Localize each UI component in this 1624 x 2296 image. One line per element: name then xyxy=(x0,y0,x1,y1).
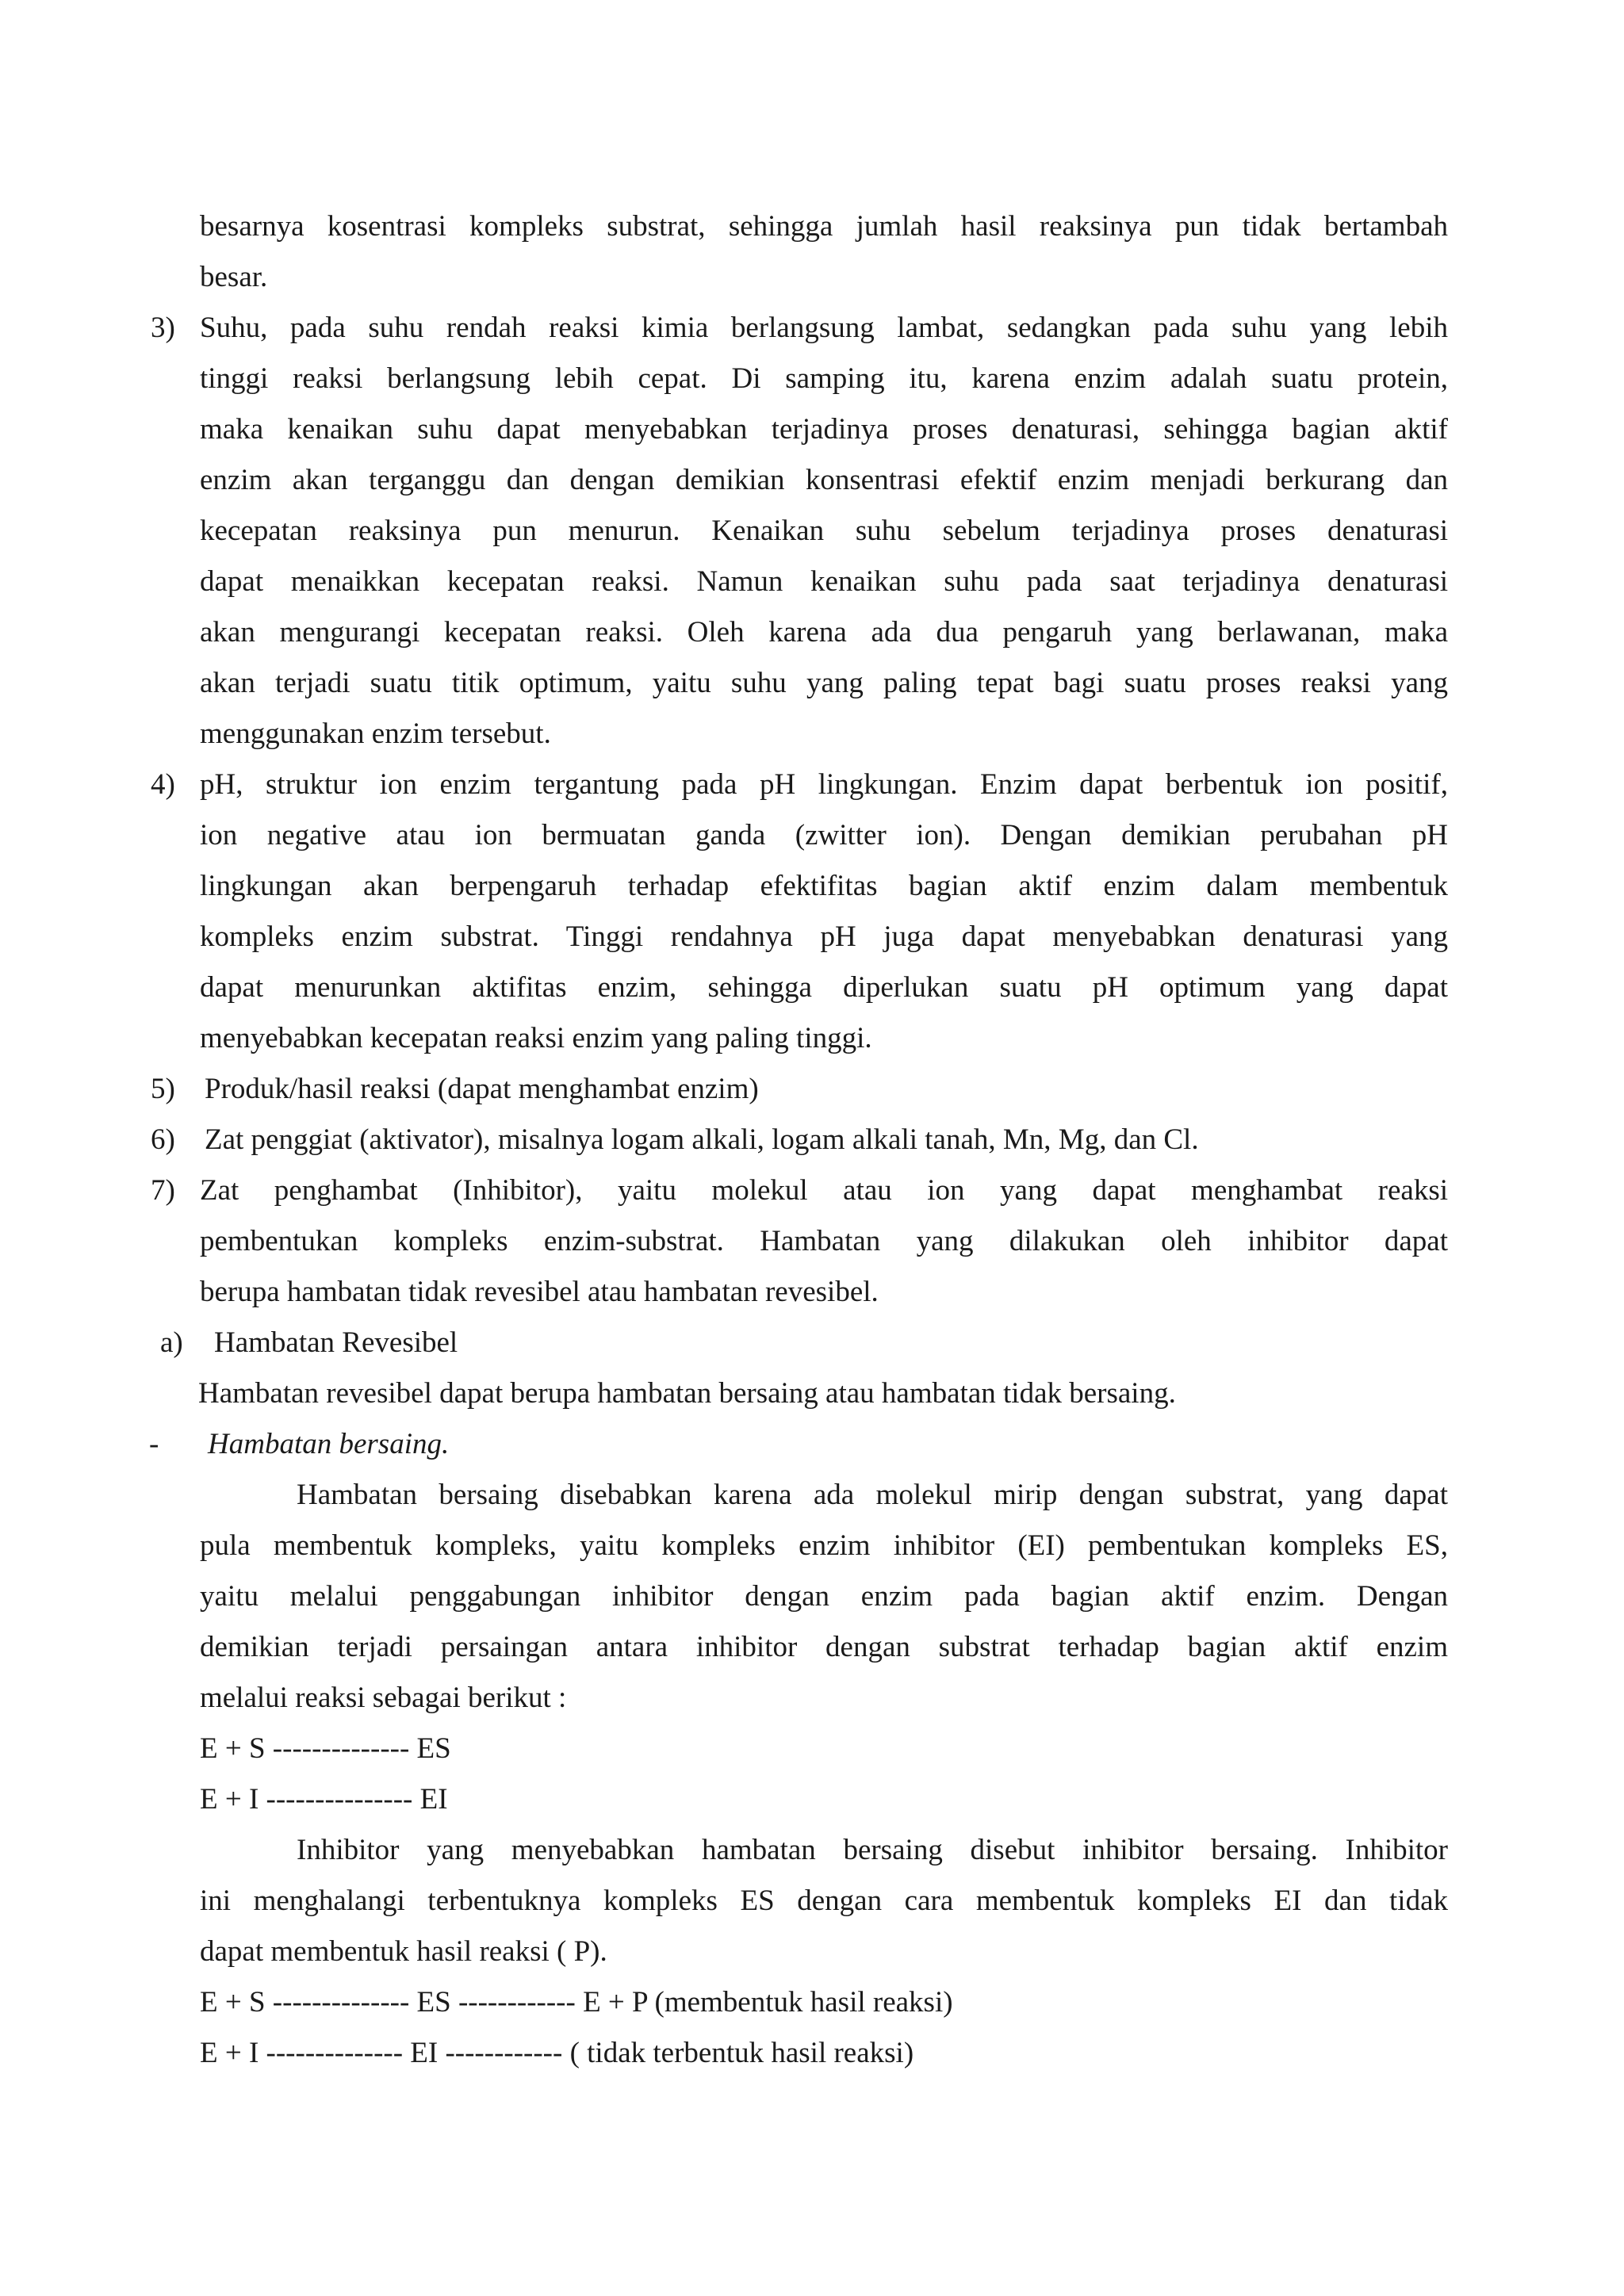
paragraph-line: enzim akan terganggu dan dengan demikian konsentrasi efektif enzim menjadi berkurang dan xyxy=(200,464,1448,496)
paragraph-line: Hambatan bersaing disebabkan karena ada molekul mirip dengan substrat, yang dapat xyxy=(297,1479,1448,1511)
list-number: 7) xyxy=(151,1174,175,1207)
paragraph-line: melalui reaksi sebagai berikut : xyxy=(200,1682,567,1714)
equation-line: E + I --------------- EI xyxy=(200,1783,448,1816)
paragraph-line: demikian terjadi persaingan antara inhibitor dengan substrat terhadap bagian aktif enzim xyxy=(200,1631,1448,1663)
equation-line: E + I -------------- EI ------------ ( tidak terbentuk hasil reaksi) xyxy=(200,2037,914,2069)
paragraph-line: dapat membentuk hasil reaksi ( P). xyxy=(200,1935,607,1968)
paragraph-line: akan mengurangi kecepatan reaksi. Oleh karena ada dua pengaruh yang berlawanan, maka xyxy=(200,616,1448,649)
paragraph-line: Inhibitor yang menyebabkan hambatan bersaing disebut inhibitor bersaing. Inhibitor xyxy=(297,1834,1448,1866)
paragraph-line: yaitu melalui penggabungan inhibitor dengan enzim pada bagian aktif enzim. Dengan xyxy=(200,1580,1448,1613)
paragraph-line: menggunakan enzim tersebut. xyxy=(200,718,551,750)
paragraph-line: Zat penggiat (aktivator), misalnya logam alkali, logam alkali tanah, Mn, Mg, dan Cl. xyxy=(205,1123,1199,1156)
paragraph-line: tinggi reaksi berlangsung lebih cepat. Di samping itu, karena enzim adalah suatu protein, xyxy=(200,362,1448,395)
section-title: Hambatan Revesibel xyxy=(214,1326,458,1359)
paragraph-line: kompleks enzim substrat. Tinggi rendahnya pH juga dapat menyebabkan denaturasi yang xyxy=(200,920,1448,953)
paragraph-line: dapat menurunkan aktifitas enzim, sehingga diperlukan suatu pH optimum yang dapat xyxy=(200,971,1448,1004)
paragraph-line: besar. xyxy=(200,261,268,293)
paragraph-line: lingkungan akan berpengaruh terhadap efektifitas bagian aktif enzim dalam membentuk xyxy=(200,870,1448,902)
paragraph-line: pembentukan kompleks enzim-substrat. Hambatan yang dilakukan oleh inhibitor dapat xyxy=(200,1225,1448,1257)
paragraph-line: Hambatan revesibel dapat berupa hambatan bersaing atau hambatan tidak bersaing. xyxy=(198,1377,1176,1410)
list-number: 5) xyxy=(151,1073,175,1105)
paragraph-line: dapat menaikkan kecepatan reaksi. Namun kenaikan suhu pada saat terjadinya denaturasi xyxy=(200,565,1448,598)
paragraph-line: akan terjadi suatu titik optimum, yaitu suhu yang paling tepat bagi suatu proses reaksi yang xyxy=(200,667,1448,699)
paragraph-line: Zat penghambat (Inhibitor), yaitu molekul atau ion yang dapat menghambat reaksi xyxy=(200,1174,1448,1207)
equation-line: E + S -------------- ES ------------ E + P (membentuk hasil reaksi) xyxy=(200,1986,953,2019)
paragraph-line: berupa hambatan tidak revesibel atau hambatan revesibel. xyxy=(200,1276,879,1308)
paragraph-line: menyebabkan kecepatan reaksi enzim yang paling tinggi. xyxy=(200,1022,872,1054)
list-number: 6) xyxy=(151,1123,175,1156)
paragraph-line: maka kenaikan suhu dapat menyebabkan terjadinya proses denaturasi, sehingga bagian aktif xyxy=(200,413,1448,446)
section-title: Hambatan bersaing. xyxy=(208,1428,450,1460)
paragraph-line: ini menghalangi terbentuknya kompleks ES dengan cara membentuk kompleks EI dan tidak xyxy=(200,1885,1448,1917)
paragraph-line: besarnya kosentrasi kompleks substrat, sehingga jumlah hasil reaksinya pun tidak bertambah xyxy=(200,210,1448,243)
list-number: 4) xyxy=(151,768,175,801)
list-dash: - xyxy=(149,1428,159,1460)
paragraph-line: kecepatan reaksinya pun menurun. Kenaikan suhu sebelum terjadinya proses denaturasi xyxy=(200,515,1448,547)
list-letter: a) xyxy=(160,1326,183,1359)
equation-line: E + S -------------- ES xyxy=(200,1732,451,1765)
paragraph-line: ion negative atau ion bermuatan ganda (zwitter ion). Dengan demikian perubahan pH xyxy=(200,819,1448,851)
paragraph-line: pH, struktur ion enzim tergantung pada pH lingkungan. Enzim dapat berbentuk ion positif, xyxy=(200,768,1448,801)
list-number: 3) xyxy=(151,312,175,344)
paragraph-line: pula membentuk kompleks, yaitu kompleks enzim inhibitor (EI) pembentukan kompleks ES, xyxy=(200,1529,1448,1562)
paragraph-line: Produk/hasil reaksi (dapat menghambat enzim) xyxy=(205,1073,759,1105)
paragraph-line: Suhu, pada suhu rendah reaksi kimia berlangsung lambat, sedangkan pada suhu yang lebih xyxy=(200,312,1448,344)
